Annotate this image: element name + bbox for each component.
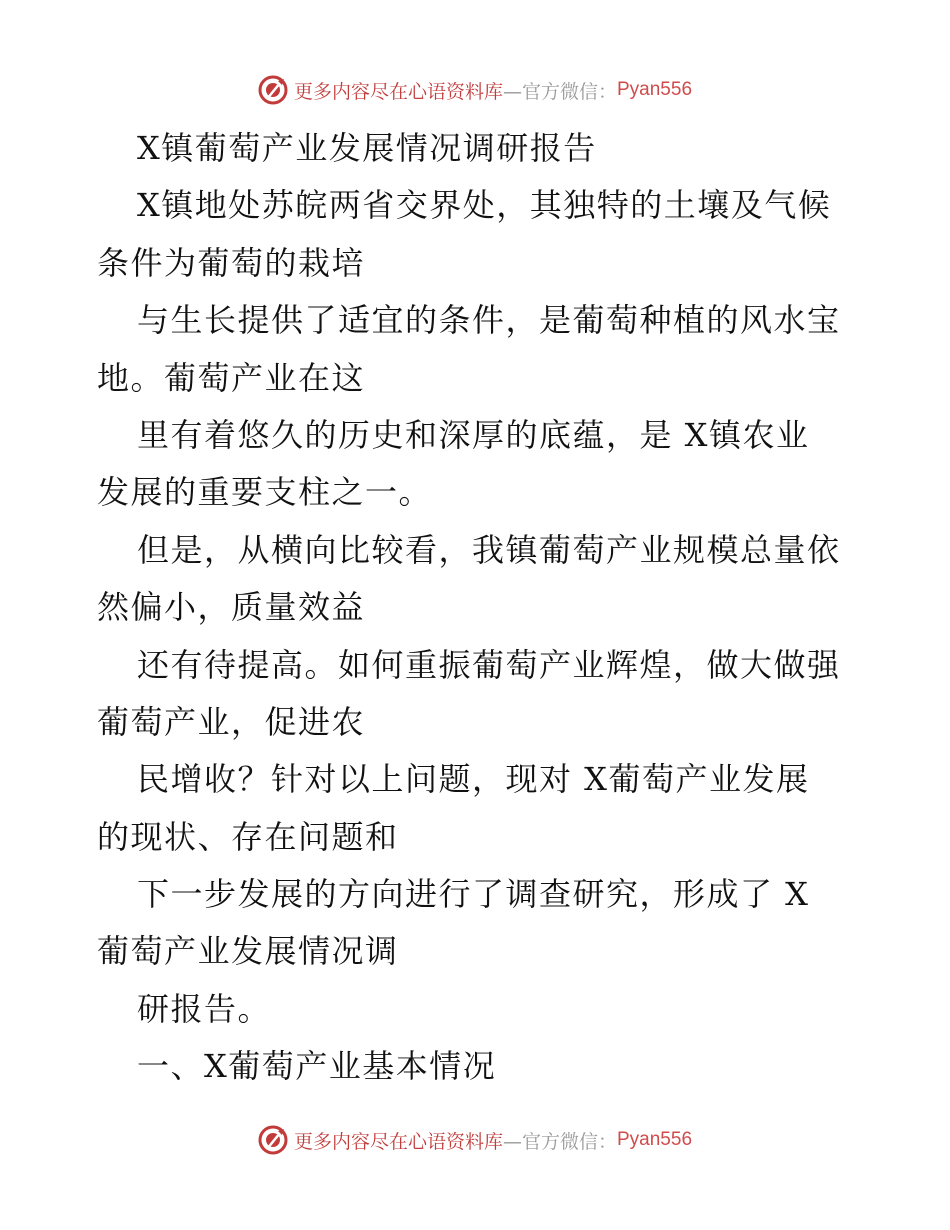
paragraph-line: 一、X葡萄产业基本情况 bbox=[137, 1047, 497, 1086]
logo-icon bbox=[258, 75, 288, 105]
paragraph-line: 地。葡萄产业在这 bbox=[97, 358, 366, 397]
paragraph-line: 的现状、存在问题和 bbox=[97, 817, 399, 856]
paragraph-line: 条件为葡萄的栽培 bbox=[97, 243, 366, 282]
paragraph-line: 下一步发展的方向进行了调查研究，形成了 X bbox=[137, 875, 810, 914]
banner-wechat-id: Pyan556 bbox=[617, 79, 693, 100]
paragraph-line: 但是，从横向比较看，我镇葡萄产业规模总量依 bbox=[137, 530, 841, 569]
paragraph-line: 然偏小，质量效益 bbox=[97, 588, 366, 627]
logo-icon bbox=[258, 1125, 288, 1155]
header-banner bbox=[0, 70, 950, 110]
banner-subtitle: —官方微信： bbox=[502, 1130, 617, 1153]
banner-subtitle: —官方微信： bbox=[502, 80, 617, 103]
paragraph-line: X镇地处苏皖两省交界处，其独特的土壤及气候 bbox=[137, 186, 832, 225]
paragraph-line: 研报告。 bbox=[137, 989, 272, 1028]
banner-title: 更多内容尽在心语资料库 bbox=[293, 80, 503, 103]
paragraph-line: 与生长提供了适宜的条件，是葡萄种植的风水宝 bbox=[137, 301, 841, 340]
banner-wechat-id: Pyan556 bbox=[617, 1129, 693, 1150]
paragraph-line: 葡萄产业，促进农 bbox=[97, 702, 366, 741]
paragraph-line: 里有着悠久的历史和深厚的底蕴，是 X镇农业 bbox=[137, 415, 810, 454]
paragraph-line: 葡萄产业发展情况调 bbox=[97, 932, 399, 971]
document-body bbox=[97, 120, 857, 1096]
banner-title: 更多内容尽在心语资料库 bbox=[293, 1130, 503, 1153]
footer-banner bbox=[0, 1120, 950, 1160]
paragraph-line: 发展的重要支柱之一。 bbox=[97, 473, 433, 512]
paragraph-line: 民增收？针对以上问题，现对 X葡萄产业发展 bbox=[137, 760, 810, 799]
document-title: X镇葡萄产业发展情况调研报告 bbox=[137, 129, 597, 167]
paragraph-line: 还有待提高。如何重振葡萄产业辉煌，做大做强 bbox=[137, 645, 841, 684]
